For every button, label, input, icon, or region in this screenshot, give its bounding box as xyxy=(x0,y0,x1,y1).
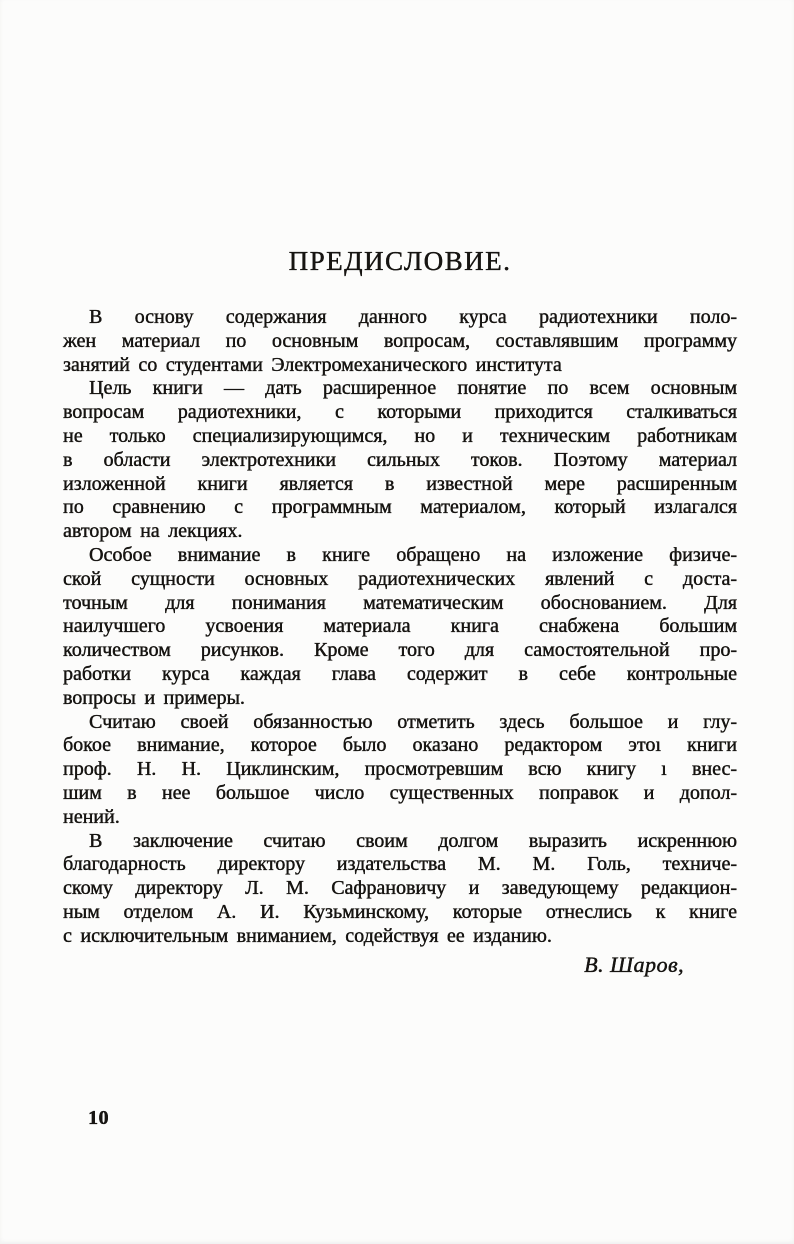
text-line: работки курса каждая глава содержит в себе контрольные xyxy=(63,662,737,685)
text-line: ской сущности основных радиотехнических явлений с доста- xyxy=(63,567,737,590)
chapter-title: ПРЕДИСЛОВИЕ. xyxy=(288,246,512,276)
text-line: по сравнению с программным материалом, который излагался xyxy=(63,496,737,519)
text-line: ным отделом А. И. Кузьминскому, которые отнеслись к книге xyxy=(63,900,737,923)
text-line: точным для понимания математическим обоснованием. Для xyxy=(63,591,737,614)
text-line: занятий со студентами Электромеханического института xyxy=(63,353,562,376)
text-line: с исключительным вниманием, содействуя ее изданию. xyxy=(63,924,552,947)
text-line: нений. xyxy=(63,805,120,828)
text-line: в области электротехники сильных токов. Поэтому материал xyxy=(63,448,737,471)
text-line: проф. Н. Н. Циклинским, просмотревшим всю книгу ı внес- xyxy=(63,758,737,781)
text-line: количеством рисунков. Кроме того для самостоятельной про- xyxy=(63,639,737,662)
text-line: не только специализирующимся, но и техническим работникам xyxy=(63,424,737,447)
text-line: вопросам радиотехники, с которыми приходится сталкиваться xyxy=(63,401,737,424)
text-line: изложенной книги является в известной мере расширенным xyxy=(63,472,737,495)
author-signature: В. Шаров, xyxy=(584,952,684,977)
text-line: В заключение считаю своим долгом выразить искреннюю xyxy=(89,829,737,852)
page-number: 10 xyxy=(88,1107,109,1129)
text-line: В основу содержания данного курса радиотехники поло- xyxy=(89,306,737,328)
paragraph xyxy=(63,306,737,377)
text-line: наилучшего усвоения материала книга снабжена большим xyxy=(63,615,737,638)
text-line: Цель книги — дать расширенное понятие по всем основным xyxy=(89,377,737,400)
paragraph xyxy=(63,377,737,544)
text-line: скому директору Л. М. Сафрановичу и заведующему редакцион- xyxy=(63,877,737,900)
body-text xyxy=(63,306,737,949)
paragraph xyxy=(63,830,737,949)
text-line: вопросы и примеры. xyxy=(63,686,245,709)
text-line: автором на лекциях. xyxy=(63,520,243,543)
text-line: благодарность директору издательства М. М. Голь, техниче- xyxy=(63,853,737,876)
text-line: жен материал по основным вопросам, составлявшим программу xyxy=(63,329,737,352)
text-line: бокое внимание, которое было оказано редактором этоı книги xyxy=(63,734,737,757)
paragraph xyxy=(63,544,737,711)
text-line: шим в нее большое число существенных поправок и допол- xyxy=(63,781,737,804)
paragraph xyxy=(63,711,737,830)
text-line: Считаю своей обязанностью отметить здесь большое и глу- xyxy=(89,710,737,733)
text-line: Особое внимание в книге обращено на изложение физиче- xyxy=(89,543,737,566)
